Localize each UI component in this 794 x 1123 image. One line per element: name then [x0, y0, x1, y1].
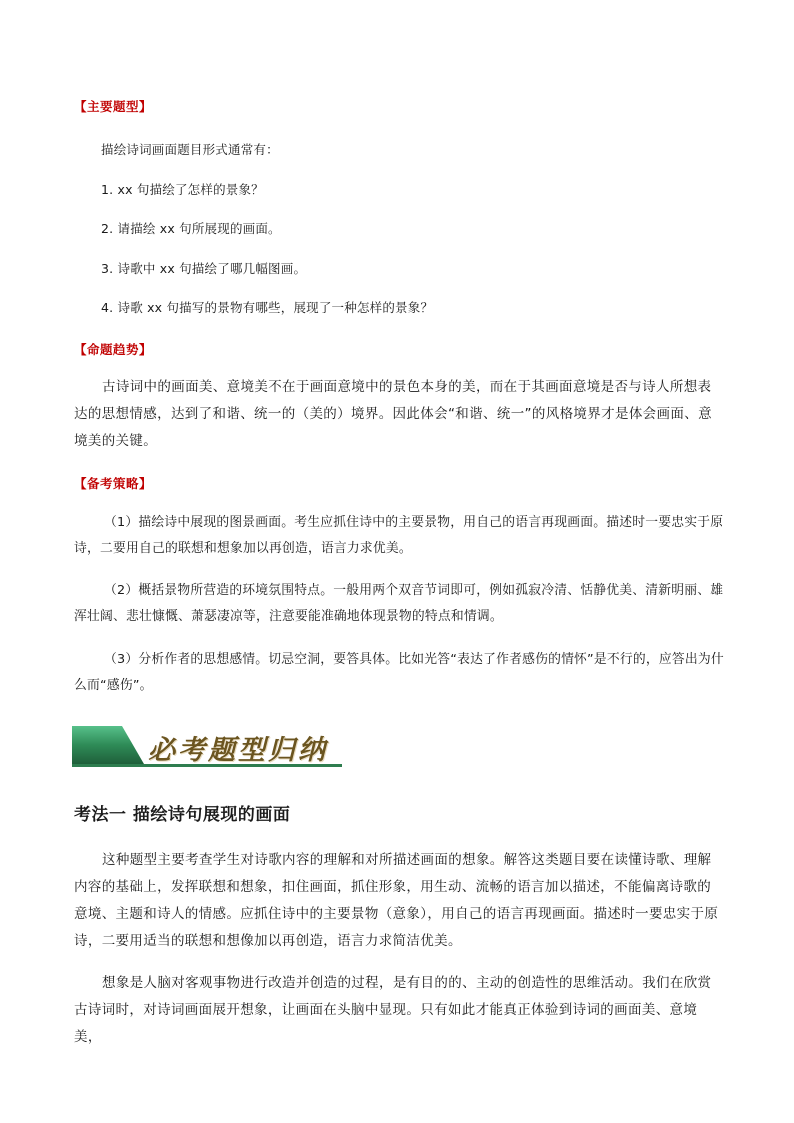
method-one-paragraph-2: [74, 970, 724, 1051]
main-types-intro: 描绘诗词画面题目形式通常有：: [101, 142, 279, 157]
method-one-paragraph-1: [74, 847, 724, 955]
strategy-item-1: [74, 510, 724, 562]
method-one-paragraph-1-text: 这种题型主要考查学生对诗歌内容的理解和对所描述画面的想象。解答这类题目要在读懂诗歌、理解内容的基础上，发挥联想和想象，扣住画面，抓住形象，用生动、流畅的语言加以描述，不能偏离诗歌的意境、主题和诗人的情感。应抓住诗中的主要景物（意象），用自己的语言再现画面。描述时一要忠实于原诗，二要用适当的联想和想像加以再创造，语言力求简洁优美。: [74, 852, 719, 949]
banner-title: 必考题型归纳: [148, 735, 328, 766]
main-types-item-1: 1. xx 句描绘了怎样的景象？: [101, 182, 264, 197]
section-label-main-types: 【主要题型】: [74, 99, 153, 114]
method-one-heading: 考法一 描绘诗句展现的画面: [74, 805, 291, 825]
trend-text: 古诗词中的画面美、意境美不在于画面意境中的景色本身的美，而在于其画面意境是否与诗人所想表达的思想情感，达到了和谐、统一的（美的）境界。因此体会“和谐、统一”的风格境界才是体会画面、意境美的关键。: [74, 379, 712, 449]
strategy-item-3-text: （3）分析作者的思想感情。切忌空洞，要答具体。比如光答“表达了作者感伤的情怀”是不行的，应答出为什么而“感伤”。: [74, 652, 724, 693]
banner-tab-shape: [72, 726, 144, 764]
strategy-item-1-text: （1）描绘诗中展现的图景画面。考生应抓住诗中的主要景物，用自己的语言再现画面。描述时一要忠实于原诗，二要用自己的联想和想象加以再创造，语言力求优美。: [74, 515, 724, 556]
main-types-item-2: 2. 请描绘 xx 句所展现的画面。: [101, 221, 281, 236]
trend-paragraph: [74, 374, 724, 455]
strategy-item-2: [74, 578, 724, 630]
strategy-item-2-text: （2）概括景物所营造的环境氛围特点。一般用两个双音节词即可，例如孤寂冷清、恬静优美、清新明丽、雄浑壮阔、悲壮慷慨、萧瑟凄凉等，注意要能准确地体现景物的特点和情调。: [74, 583, 724, 624]
strategy-item-3: [74, 647, 724, 699]
main-types-item-3: 3. 诗歌中 xx 句描绘了哪几幅图画。: [101, 261, 307, 276]
main-types-item-4: 4. 诗歌 xx 句描写的景物有哪些，展现了一种怎样的景象？: [101, 300, 434, 315]
method-one-paragraph-2-text: 想象是人脑对客观事物进行改造并创造的过程，是有目的的、主动的创造性的思维活动。我们在欣赏古诗词时，对诗词画面展开想象，让画面在头脑中显现。只有如此才能真正体验到诗词的画面美、意境美，: [74, 975, 712, 1045]
section-label-strategy: 【备考策略】: [74, 476, 153, 491]
section-label-trend: 【命题趋势】: [74, 342, 153, 357]
section-banner: [72, 724, 342, 770]
